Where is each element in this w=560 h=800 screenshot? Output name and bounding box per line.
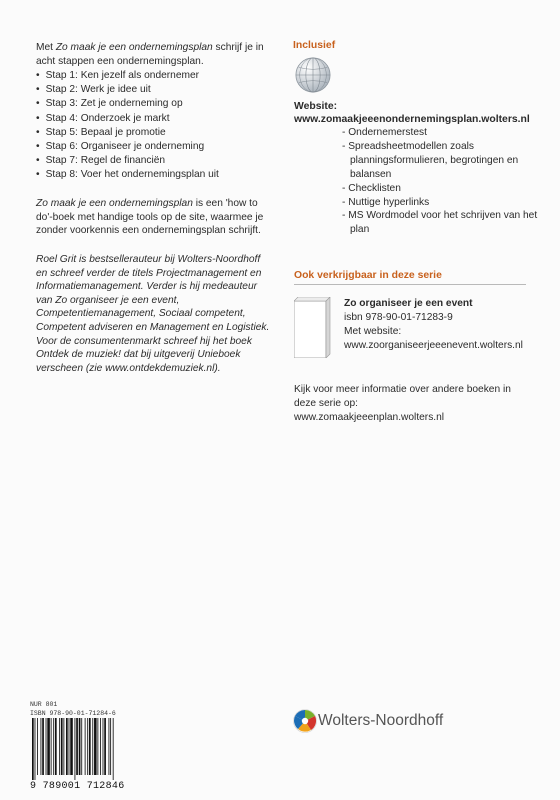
series-book-site-url[interactable]: www.zoorganiseerjeeenevent.wolters.nl bbox=[344, 340, 523, 351]
series-book-site-label: Met website: bbox=[344, 326, 402, 337]
inclusief-heading: Inclusief bbox=[293, 40, 336, 51]
nur-code: NUR 801 bbox=[30, 701, 58, 708]
feature-item: - MS Wordmodel voor het schrijven van het plan bbox=[342, 209, 538, 237]
publisher-name: Wolters-Noordhoff bbox=[318, 712, 444, 729]
barcode-bar bbox=[76, 718, 78, 775]
barcode-bar bbox=[103, 718, 104, 775]
globe-icon bbox=[294, 56, 332, 94]
series-book-isbn: isbn 978-90-01-71283-9 bbox=[344, 312, 453, 323]
barcode-bar bbox=[51, 718, 52, 775]
barcode-bar bbox=[87, 718, 88, 775]
barcode-bar bbox=[53, 718, 54, 775]
barcode-number: 9 789001 712846 bbox=[30, 781, 125, 792]
barcode-bar bbox=[104, 718, 106, 775]
barcode-bar bbox=[61, 718, 63, 775]
how-to-paragraph bbox=[36, 197, 274, 238]
how-to-text: is een 'how to do'-boek met handige tools op de site, waarmee je zonder voorkennis een ondernemingsplan schrijft. bbox=[36, 198, 264, 237]
divider bbox=[294, 284, 526, 285]
barcode-bar bbox=[100, 718, 101, 775]
barcode-bar bbox=[59, 718, 60, 775]
feature-item: - Spreadsheetmodellen zoals planningsformulieren, begrotingen en balansen bbox=[342, 140, 538, 182]
barcode-bar bbox=[69, 718, 70, 775]
intro-post: schrijf je in acht stappen een ondernemingsplan. bbox=[36, 42, 264, 67]
step-item: • Stap 3: Zet je onderneming op bbox=[36, 97, 276, 111]
barcode-bar bbox=[37, 718, 38, 775]
barcode-bar bbox=[55, 718, 57, 775]
step-item: • Stap 7: Regel de financiën bbox=[36, 154, 276, 168]
intro-paragraph bbox=[36, 41, 268, 68]
step-item: • Stap 8: Voer het ondernemingsplan uit bbox=[36, 168, 276, 182]
barcode-bar bbox=[97, 718, 98, 775]
barcode-bar bbox=[81, 718, 82, 775]
barcode-bar bbox=[109, 718, 110, 775]
barcode-bar bbox=[79, 718, 81, 775]
barcode-bar bbox=[63, 718, 64, 775]
author-bio: Roel Grit is bestsellerauteur bij Wolters-Noordhoff en schreef verder de titels Projectmanagement en Informatiemanagement. Verder is hij medeauteur van Zo organiseer je een event, Competentiemanagement, Sociaal competent, Competent adviseren en Management en Logistiek. Voor de consumentenmarkt schreef hij het boek Ontdek de muziek! dat bij uitgeverij Unieboek verscheen (zie www.ontdekdemuziek.nl). bbox=[36, 254, 270, 374]
step-item: • Stap 2: Werk je idee uit bbox=[36, 83, 276, 97]
series-book-title: Zo organiseer je een event bbox=[344, 298, 473, 309]
barcode bbox=[30, 718, 146, 780]
barcode-bar bbox=[85, 718, 86, 775]
barcode-bar bbox=[42, 718, 44, 775]
features-list bbox=[342, 126, 538, 237]
isbn-code: ISBN 978-90-01-71284-6 bbox=[30, 710, 116, 717]
barcode-bar bbox=[41, 718, 42, 775]
intro-book-title: Zo maak je een ondernemingsplan bbox=[55, 42, 213, 53]
feature-item: - Nuttige hyperlinks bbox=[342, 196, 538, 210]
website-url[interactable]: www.zomaakjeeenondernemingsplan.wolters.nl bbox=[294, 114, 530, 125]
how-to-book-title: Zo maak je een ondernemingsplan bbox=[36, 198, 193, 209]
barcode-bar bbox=[89, 718, 91, 775]
intro-pre: Met bbox=[36, 42, 56, 53]
barcode-bar bbox=[113, 718, 114, 780]
wolters-noordhoff-logo-icon bbox=[293, 709, 317, 733]
barcode-bar bbox=[94, 718, 97, 775]
step-item: • Stap 4: Onderzoek je markt bbox=[36, 112, 276, 126]
barcode-bar bbox=[47, 718, 50, 775]
step-item: • Stap 5: Bepaal je promotie bbox=[36, 126, 276, 140]
series-heading: Ook verkrijgbaar in deze serie bbox=[294, 270, 442, 281]
nur-isbn-block bbox=[30, 700, 116, 718]
barcode-bar bbox=[92, 718, 93, 775]
barcode-bar bbox=[46, 718, 47, 775]
website-label: Website: bbox=[294, 101, 338, 112]
feature-item: - Checklisten bbox=[342, 182, 538, 196]
more-info-url[interactable]: www.zomaakjeeenplan.wolters.nl bbox=[294, 412, 445, 423]
step-item: • Stap 1: Ken jezelf als ondernemer bbox=[36, 69, 276, 83]
barcode-bar bbox=[66, 718, 68, 775]
steps-list bbox=[36, 69, 276, 183]
more-info-text: Kijk voor meer informatie over andere boeken in deze serie op: bbox=[294, 384, 511, 409]
book-cover-icon bbox=[294, 297, 331, 358]
barcode-bar bbox=[70, 718, 73, 775]
feature-item: - Ondernemerstest bbox=[342, 126, 538, 140]
series-book bbox=[344, 297, 534, 353]
step-item: • Stap 6: Organiseer je onderneming bbox=[36, 140, 276, 154]
more-info bbox=[294, 383, 526, 425]
barcode-bar bbox=[32, 718, 34, 780]
barcode-bar bbox=[75, 718, 76, 780]
barcode-bar bbox=[110, 718, 111, 775]
barcode-bar bbox=[35, 718, 36, 780]
